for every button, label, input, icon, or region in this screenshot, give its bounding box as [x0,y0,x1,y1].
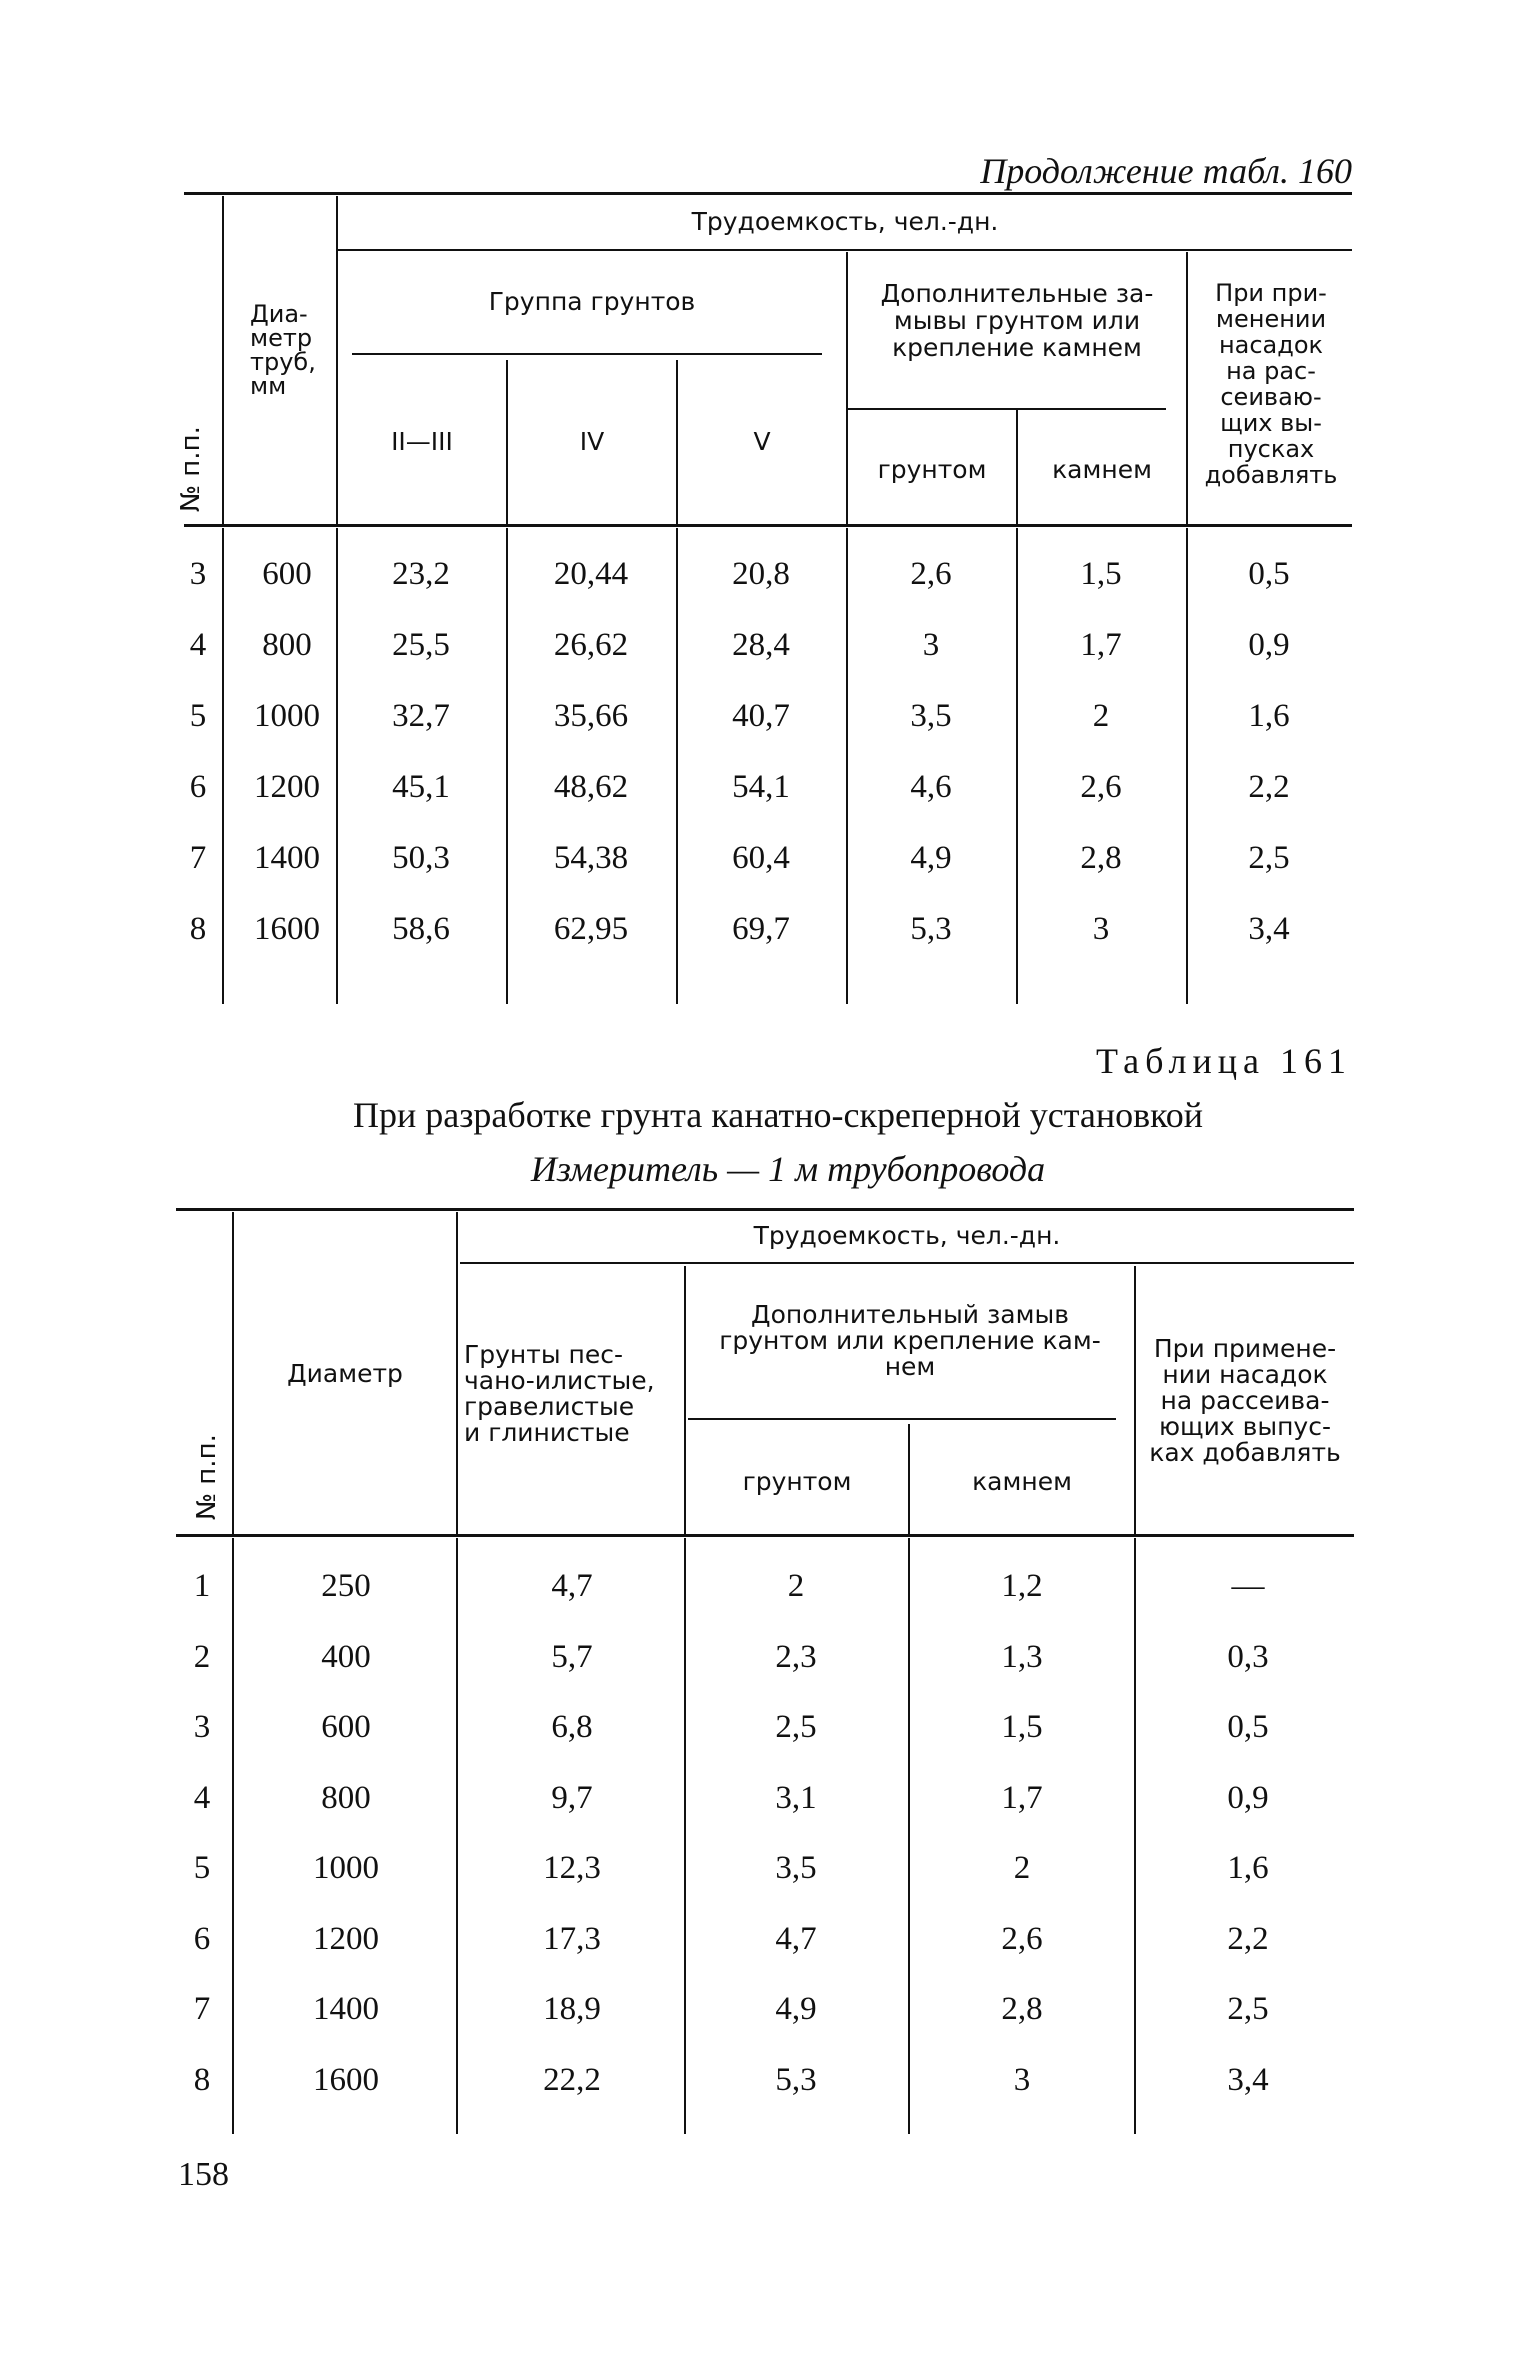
table-cell: 600 [321,1709,371,1745]
table-cell: — [1231,1568,1265,1604]
table-cell: 3 [922,627,940,663]
page-number: 158 [178,2156,229,2193]
table-cell: 5,3 [775,2061,817,2098]
table-cell: 2 [787,1568,805,1604]
table-cell: 5,7 [551,1638,593,1675]
table-cell: 1,2 [1001,1568,1043,1604]
table-cell: 3 [189,556,207,592]
nozzle-header: При при- менении насадок на рас- сеиваю- щих вы- пусках добавлять [1204,279,1338,489]
table-cell: 3,1 [775,1779,817,1816]
table-cell: 800 [321,1779,371,1816]
extra-soil-header: грунтом [877,455,987,484]
table-cell: 6 [189,769,207,805]
labor-header: Трудоемкость, чел.-дн. [691,207,999,236]
table-cell: 1,7 [1080,627,1122,663]
table-cell: 4,9 [775,1991,817,2027]
table-cell: 18,9 [543,1991,601,2027]
table-cell: 54,38 [553,840,629,876]
table-cell: 1,7 [1001,1779,1043,1816]
table-cell: 35,66 [553,698,629,734]
table-cell: 1,5 [1080,556,1122,592]
table-161-unit: Измеритель — 1 м трубопровода [530,1149,1046,1189]
table-cell: 7 [193,1991,211,2027]
table-cell: 2,6 [1001,1920,1043,1957]
table-cell: 26,62 [553,627,629,663]
extra-soil-header-161: грунтом [742,1467,852,1496]
table-cell: 0,3 [1227,1638,1269,1675]
table-cell: 0,9 [1248,627,1290,663]
table-cell: 1600 [254,911,320,947]
table-cell: 4,9 [910,840,952,876]
table-cell: 0,9 [1227,1779,1269,1816]
table-cell: 40,7 [732,698,790,734]
table-cell: 20,8 [732,556,790,592]
table-cell: 4,6 [910,769,952,805]
table-cell: 45,1 [392,769,450,805]
group-4-header: IV [579,427,605,456]
table-cell: 28,4 [732,627,790,663]
table-cell: 2,2 [1248,769,1290,805]
table-cell: 3,4 [1227,2061,1269,2098]
table-cell: 3 [193,1709,211,1745]
table-cell: 2,6 [910,556,952,592]
table-cell: 32,7 [392,698,450,734]
table-cell: 3,5 [910,698,952,734]
table-cell: 2,8 [1001,1991,1043,2027]
table-cell: 7 [189,840,207,876]
table-cell: 69,7 [732,911,790,947]
group-5-header: V [753,427,771,456]
continuation-label: Продолжение табл. 160 [980,151,1352,191]
table-cell: 2 [1092,698,1110,734]
table-cell: 1,6 [1227,1850,1269,1886]
table-cell: 2,6 [1080,769,1122,805]
col-num-header: № п.п. [176,426,206,512]
soil-group-header: Группа грунтов [488,287,696,316]
table-cell: 62,95 [553,911,629,947]
extra-header-161: Дополнительный замыв грунтом или крепление кам- нем [719,1300,1101,1381]
table-cell: 1000 [254,698,320,734]
table-cell: 60,4 [732,840,790,876]
table-cell: 54,1 [732,769,790,805]
table-cell: 2 [193,1638,211,1675]
soils-header: Грунты пес- чано-илистые, гравелистые и глинистые [464,1340,655,1447]
table-cell: 2,5 [1227,1991,1269,2027]
extra-stone-header: камнем [1052,455,1152,484]
table-cell: 250 [321,1568,371,1604]
table-cell: 6,8 [551,1709,593,1745]
table-cell: 8 [193,2061,211,2098]
table-cell: 1400 [254,840,320,876]
table-cell: 0,5 [1227,1709,1269,1745]
table-cell: 4 [189,627,207,663]
table-cell: 17,3 [543,1920,601,1957]
col-diameter-header: Диа- метр труб, мм [250,300,316,400]
table-cell: 5 [193,1850,211,1886]
table-cell: 400 [321,1638,371,1675]
table-cell: 2,5 [775,1709,817,1745]
table-cell: 3,5 [775,1850,817,1886]
table-cell: 20,44 [553,556,629,592]
table-cell: 25,5 [392,627,450,663]
table-cell: 1,5 [1001,1709,1043,1745]
table-cell: 1200 [254,769,320,805]
table-cell: 1,6 [1248,698,1290,734]
table-cell: 9,7 [551,1779,593,1816]
table-cell: 2,2 [1227,1920,1269,1957]
extra-header: Дополнительные за- мывы грунтом или крепление камнем [880,279,1154,362]
table-cell: 5,3 [910,911,952,947]
table-cell: 1200 [313,1920,379,1957]
table-cell: 1 [193,1568,211,1604]
table-cell: 58,6 [392,911,450,947]
table-cell: 12,3 [543,1850,601,1886]
table-cell: 50,3 [392,840,450,876]
table-cell: 22,2 [543,2061,601,2098]
group-2-3-header: II—III [391,427,453,456]
table-161-label: Таблица 161 [1096,1041,1352,1081]
table-cell: 2,8 [1080,840,1122,876]
table-cell: 1400 [313,1991,379,2027]
table-cell: 2,5 [1248,840,1290,876]
table-cell: 1,3 [1001,1638,1043,1675]
col-diameter-header-161: Диаметр [287,1359,403,1388]
table-cell: 3 [1092,911,1110,947]
table-cell: 6 [193,1920,211,1957]
table-cell: 8 [189,911,207,947]
table-cell: 1000 [313,1850,379,1886]
table-cell: 48,62 [553,769,629,805]
table-cell: 4 [193,1779,211,1816]
col-num-header-161: № п.п. [192,1434,222,1520]
nozzle-header-161: При примене- нии насадок на рассеива- ющих выпус- ках добавлять [1149,1334,1341,1467]
extra-stone-header-161: камнем [972,1467,1072,1496]
table-cell: 3 [1013,2061,1031,2098]
table-161-title: При разработке грунта канатно-скреперной установкой [352,1095,1204,1135]
table-cell: 1600 [313,2061,379,2098]
table-cell: 800 [262,627,312,663]
table-cell: 3,4 [1248,911,1290,947]
table-cell: 4,7 [775,1920,817,1957]
table-cell: 600 [262,556,312,592]
table-cell: 2,3 [775,1638,817,1675]
table-cell: 2 [1013,1850,1031,1886]
table-cell: 5 [189,698,207,734]
table-cell: 23,2 [392,556,450,592]
table-cell: 4,7 [551,1568,593,1604]
table-cell: 0,5 [1248,556,1290,592]
labor-header-161: Трудоемкость, чел.-дн. [753,1221,1061,1250]
